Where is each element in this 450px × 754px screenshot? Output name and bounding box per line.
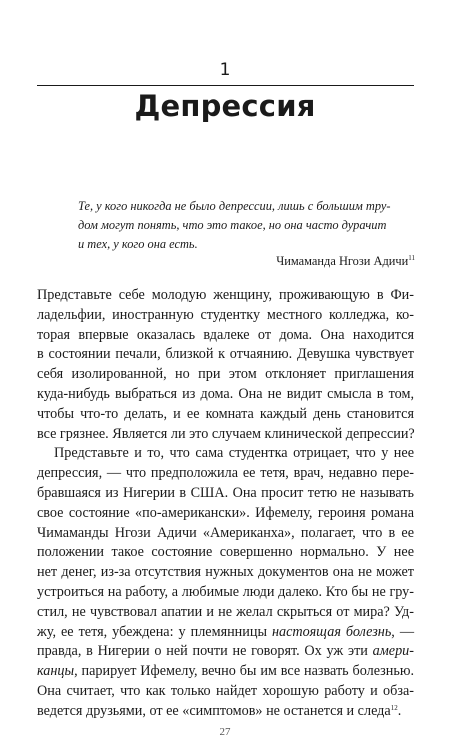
text-line: Представьте и то, что сама студентка отрицает, что у нее bbox=[54, 445, 414, 462]
text-segment: ведется друзьями, от ее «симптомов» не останется и следа bbox=[37, 702, 391, 719]
text-line bbox=[37, 642, 414, 662]
text-line bbox=[37, 662, 414, 682]
text-line: все грязнее. Является ли это случаем клинической депрессии? bbox=[37, 425, 415, 442]
text-line: стил, не чувствовал апатии и не желал скрыться от мира? Уд- bbox=[37, 603, 414, 620]
text-line: Чимаманды Нгози Адичи «Американха», полагает, что в ее bbox=[37, 524, 414, 541]
text-line: ладельфии, иностранную студентку местного колледжа, ко- bbox=[37, 306, 414, 323]
emphasis-text: канцы bbox=[37, 663, 75, 680]
footnote-ref: 12 bbox=[390, 703, 398, 712]
footnote-ref: 11 bbox=[408, 254, 415, 262]
text-segment: . bbox=[397, 702, 402, 719]
text-line: положении такое состояние совершенно нормально. У нее bbox=[37, 544, 414, 561]
text-line: куда-нибудь выбраться из дома. Она не видит смысла в том, bbox=[37, 385, 414, 402]
text-line: Представьте себе молодую женщину, проживающую в Фи- bbox=[37, 287, 414, 303]
emphasis-text: амери- bbox=[372, 643, 414, 660]
text-line: Она считает, что как только найдет хорошую работу и обза- bbox=[37, 682, 414, 699]
epigraph-quote bbox=[78, 197, 414, 254]
text-line: устроиться на работу, а любимые люди далеко. Кто бы не гру- bbox=[37, 583, 414, 600]
text-line: нет денег, из-за отсутствия нужных документов она не может bbox=[37, 564, 414, 581]
text-segment: правда, в Нигерии о ней почти не говорят. Ох уж эти bbox=[37, 643, 373, 660]
epigraph-line: дом могут понять, что это такое, но она часто дурачит bbox=[78, 218, 387, 232]
text-line: депрессия, — что предположила ее тетя, врач, недавно пере- bbox=[37, 465, 414, 482]
text-line: себя изолированной, но при этом отклоняет приглашения bbox=[37, 366, 414, 383]
text-line: торая впервые оказалась вдалеке от дома. Она находится bbox=[37, 326, 414, 343]
text-line: в состоянии печали, близкой к отчаянию. Девушка чувствует bbox=[37, 346, 414, 363]
chapter-divider bbox=[37, 85, 414, 86]
text-line bbox=[37, 623, 414, 643]
text-line: чтобы что-то делать, и ее комната каждый день становится bbox=[37, 405, 414, 422]
chapter-title: Депрессия bbox=[134, 89, 316, 123]
text-segment: жу, ее тетя, убеждена: у племянницы bbox=[37, 623, 272, 640]
emphasis-text: настоящая болезнь bbox=[271, 623, 392, 640]
text-segment: , — bbox=[391, 623, 415, 640]
text-segment: , парирует Ифемелу, вечно бы им все назвать болезнью. bbox=[74, 663, 414, 680]
chapter-number: 1 bbox=[219, 60, 231, 80]
text-line bbox=[37, 702, 414, 722]
epigraph-line: Те, у кого никогда не было депрессии, лишь с большим тру- bbox=[78, 199, 391, 213]
text-line: свое состояние «по-американски». Ифемелу, героиня романа bbox=[37, 504, 414, 521]
epigraph-author bbox=[276, 253, 415, 269]
page-number: 27 bbox=[219, 726, 231, 738]
epigraph-author-name: Чимаманда Нгози Адичи bbox=[276, 254, 409, 268]
text-line: бравшаяся из Нигерии в США. Она просит тетю не называть bbox=[37, 484, 414, 501]
epigraph-line: и тех, у кого она есть. bbox=[78, 237, 198, 251]
body-text bbox=[37, 286, 414, 722]
